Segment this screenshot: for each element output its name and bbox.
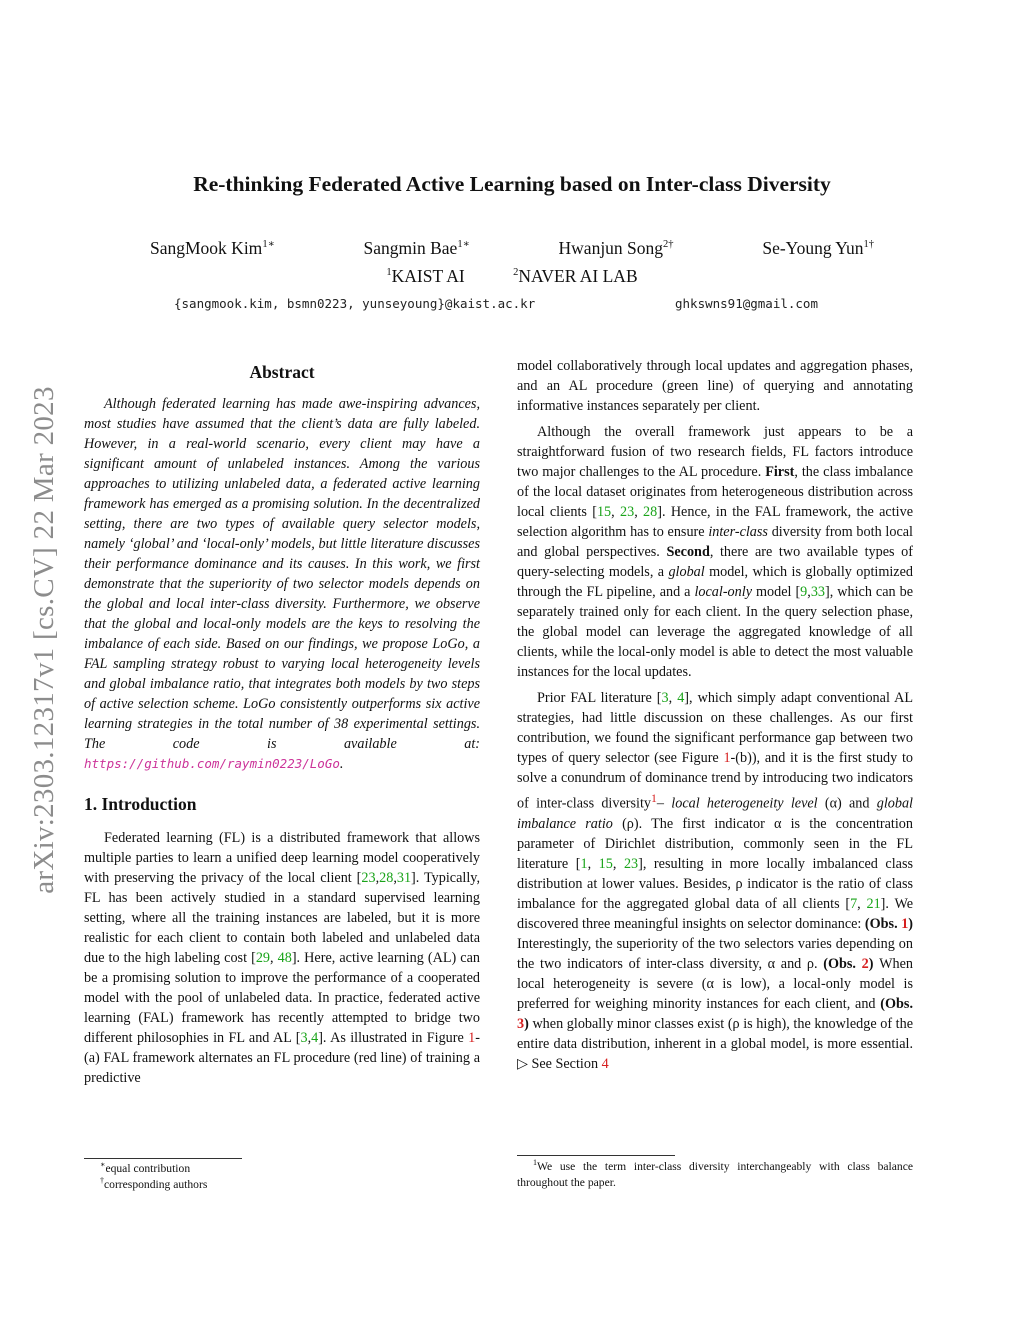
- text-run: ]. Hence, in the FAL framework, the active selection algorithm has to ensure: [517, 504, 914, 540]
- text-run: ): [868, 955, 874, 972]
- code-link[interactable]: https://github.com/raymin0223/LoGo: [84, 756, 340, 771]
- citation-link[interactable]: 15: [598, 855, 613, 872]
- text-run: ,: [612, 855, 624, 872]
- paragraph: [84, 828, 480, 1088]
- text-run: global imbalance ratio: [517, 795, 913, 832]
- footnote: ∗equal contribution: [100, 1160, 191, 1175]
- text-run: Prior FAL literature [: [537, 690, 662, 706]
- footnote: $^1$We use the term inter-class diversity interchangeably with class balance throughout the paper.: [517, 1158, 913, 1189]
- section-heading: 1. Introduction: [84, 794, 197, 814]
- citation-link[interactable]: 29: [255, 950, 271, 966]
- citation-link[interactable]: 9: [800, 584, 808, 600]
- cross-reference-link[interactable]: 1: [468, 1030, 476, 1046]
- footnote-rule: [517, 1155, 675, 1156]
- affiliation: $^1$KAIST AI: [386, 266, 465, 286]
- text-run: ]. We discovered three meaningful insights on selector dominance:: [517, 895, 913, 932]
- text-run: (ρ). The first indicator α is the concentration parameter of Dirichlet distribution, commonly seen in the FL literature [: [517, 815, 913, 872]
- citation-link[interactable]: 3: [661, 690, 669, 706]
- text-run: (Obs.: [823, 955, 862, 972]
- text-run: ]. Here, active learning (AL) can be a promising solution to improve the performance of a cooperated model with the pool of unlabeled data. In practice, federated active learning (FAL) framework has recently attempted to bridge two different philosophies in FL and AL [: [84, 950, 480, 1046]
- text-run: , the class imbalance of the local dataset originates from heterogeneous distribution across local clients [: [517, 464, 913, 520]
- paragraph: [517, 422, 913, 682]
- text-run: model [: [752, 584, 801, 600]
- citation-link[interactable]: 1: [580, 855, 588, 872]
- text-run: (Obs.: [880, 995, 913, 1012]
- text-run: ], which can be separately trained only for each client. In the query selection phase, the global model can leverage the aggregated knowledge of all clients, while the local-only model is able to detect the most valuable instances for the local updates.: [517, 584, 913, 680]
- paragraph: [517, 356, 913, 416]
- text-run: ): [524, 1015, 529, 1032]
- citation-link[interactable]: 4: [677, 690, 685, 706]
- text-run: ,: [307, 1030, 312, 1046]
- text-run: When local heterogeneity is severe (α is low), a local-only model is preferred for weighing minority instances for each client, and: [517, 955, 913, 1012]
- citation-link[interactable]: 23: [623, 855, 639, 872]
- text-run: (Obs.: [864, 915, 902, 932]
- text-run: , there are two available types of query-selecting models, a: [517, 544, 913, 580]
- text-run: inter-class: [708, 524, 768, 540]
- left-column: [84, 356, 480, 1094]
- citation-link[interactable]: 23: [620, 504, 635, 520]
- right-column: [517, 356, 913, 1080]
- cross-reference-link[interactable]: 1: [723, 750, 731, 766]
- text-run: ], resulting in more locally imbalanced class distribution at lower values. Besides, ρ indicator is the ratio of class imbalance for the aggregated global data of all clients [: [517, 855, 914, 912]
- text-run: (α) and: [817, 795, 877, 812]
- text-run: ,: [393, 870, 397, 886]
- citation-link[interactable]: 3: [300, 1030, 308, 1046]
- arxiv-identifier: arXiv:2303.12317v1 [cs.CV] 22 Mar 2023: [28, 386, 60, 894]
- text-run: ]. Typically, FL has been actively studied in a standard supervised learning setting, where all the training instances are labeled, but it is more realistic for each client to contain both labeled and unlabeled data due to the high labeling cost [: [84, 870, 480, 966]
- text-run: Second: [666, 544, 710, 560]
- citation-link[interactable]: 33: [810, 584, 825, 600]
- text-run: model, which is globally optimized through the FL pipeline, and a: [517, 564, 913, 600]
- text-run: First: [765, 464, 795, 480]
- text-run: -(a) FAL framework alternates an FL procedure (red line) of training a predictive: [84, 1030, 480, 1086]
- text-run: ], which simply adapt conventional AL strategies, had little discussion on these challenges. As our first contribution, we found the significant performance gap between two types of query selector (see Figure: [517, 690, 914, 766]
- text-run: -(b)), and it is the first study to solve a conundrum of dominance trend by introducing two indicators of inter-class diversity: [517, 750, 913, 812]
- email: {sangmook.kim, bsmn0223, yunseyoung}@kaist.ac.kr: [174, 296, 536, 311]
- text-run: local heterogeneity level: [671, 795, 818, 812]
- cross-reference-link[interactable]: 3: [517, 1015, 525, 1032]
- cross-reference-link[interactable]: 4: [601, 1055, 609, 1072]
- text-run: global: [668, 564, 705, 580]
- citation-link[interactable]: 31: [396, 870, 412, 886]
- text-run: –: [656, 795, 672, 812]
- paper-title: Re-thinking Federated Active Learning based on Inter-class Diversity: [193, 172, 831, 196]
- author: Sangmin Bae$^{1∗}$: [363, 238, 470, 258]
- citation-link[interactable]: 48: [277, 950, 292, 966]
- text-run: ,: [270, 950, 278, 966]
- text-run: ,: [857, 895, 867, 912]
- text-run: Interestingly, the superiority of the two selectors varies depending on the two indicators of inter-class diversity, α and ρ.: [517, 935, 913, 972]
- citation-link[interactable]: 28: [379, 870, 394, 886]
- cross-reference-link[interactable]: 1: [651, 791, 657, 805]
- text-run: model collaboratively through local updates and aggregation phases, and an AL procedure (green line) of querying and annotating informative instances separately per client.: [517, 358, 913, 414]
- text-run: ,: [807, 584, 811, 600]
- text-run: Federated learning (FL) is a distributed framework that allows multiple parties to learn a unified deep learning model cooperatively with preserving the privacy of the local client [: [84, 830, 480, 886]
- citation-link[interactable]: 15: [596, 504, 612, 520]
- author: Hwanjun Song$^{2\dagger}$: [558, 238, 674, 258]
- text-run: ]. As illustrated in Figure: [318, 1030, 469, 1046]
- abstract-text: Although federated learning has made awe-inspiring advances, most studies have assumed that the client’s data are fully labeled. However, in a real-world scenario, every client may have a significant amount of unlabeled instances. Among the various approaches to utilizing unlabeled data, a federated active learning framework has emerged as a promising solution. In the decentralized setting, there are two types of available query selector models, namely ‘global’ and ‘local-only’ models, but little literature discusses their performance dominance and its causes. In this work, we first demonstrate that the superiority of two selector models depends on the global and local inter-class diversity. Furthermore, we observe that the global and local-only models are the keys to resolving the imbalance of each side. Based on our findings, we propose LoGo, a FAL sampling strategy robust to varying local heterogeneity levels and global imbalance ratio, that integrates both models by two steps of active selection scheme. LoGo consistently outperforms six active learning strategies in the total number of 38 experimental settings. The code is available at: https://github.com/raymin0223/LoGo.: [84, 396, 480, 772]
- cross-reference-link[interactable]: 1: [901, 915, 909, 932]
- text-run: ,: [587, 855, 599, 872]
- abstract-heading: Abstract: [249, 362, 315, 382]
- text-run: ): [908, 915, 914, 932]
- text-run: ,: [375, 870, 380, 886]
- email-list: [174, 296, 818, 311]
- paragraph: [517, 688, 913, 1074]
- citation-link[interactable]: 23: [361, 870, 376, 886]
- text-run: ,: [634, 504, 644, 520]
- cross-reference-link[interactable]: 2: [861, 955, 869, 972]
- text-run: Although the overall framework just appears to be a straightforward fusion of two research fields, FL factors introduce two major challenges to the AL procedure.: [517, 424, 913, 480]
- author-list: [150, 238, 874, 259]
- footnote: †corresponding authors: [100, 1176, 208, 1191]
- text-run: diversity from both local and global perspectives.: [517, 524, 913, 560]
- text-run: ,: [611, 504, 620, 520]
- author: Se-Young Yun$^{1\dagger}$: [762, 238, 874, 258]
- footnote-rule: [84, 1158, 242, 1159]
- text-run: local-only: [694, 584, 752, 600]
- citation-link[interactable]: 28: [643, 504, 658, 520]
- text-run: ,: [668, 690, 678, 706]
- author: SangMook Kim$^{1∗}$: [150, 238, 275, 258]
- citation-link[interactable]: 7: [850, 895, 858, 912]
- text-run: when globally minor classes exist (ρ is high), the knowledge of the entire data distribution, inherent in a global model, is more essential. ▷ See Section: [517, 1015, 913, 1072]
- citation-link[interactable]: 21: [866, 895, 881, 912]
- email: ghkswns91@gmail.com: [675, 296, 818, 311]
- citation-link[interactable]: 4: [311, 1030, 319, 1046]
- affiliation-list: [0, 266, 1024, 287]
- affiliation: $^2$NAVER AI LAB: [513, 266, 638, 286]
